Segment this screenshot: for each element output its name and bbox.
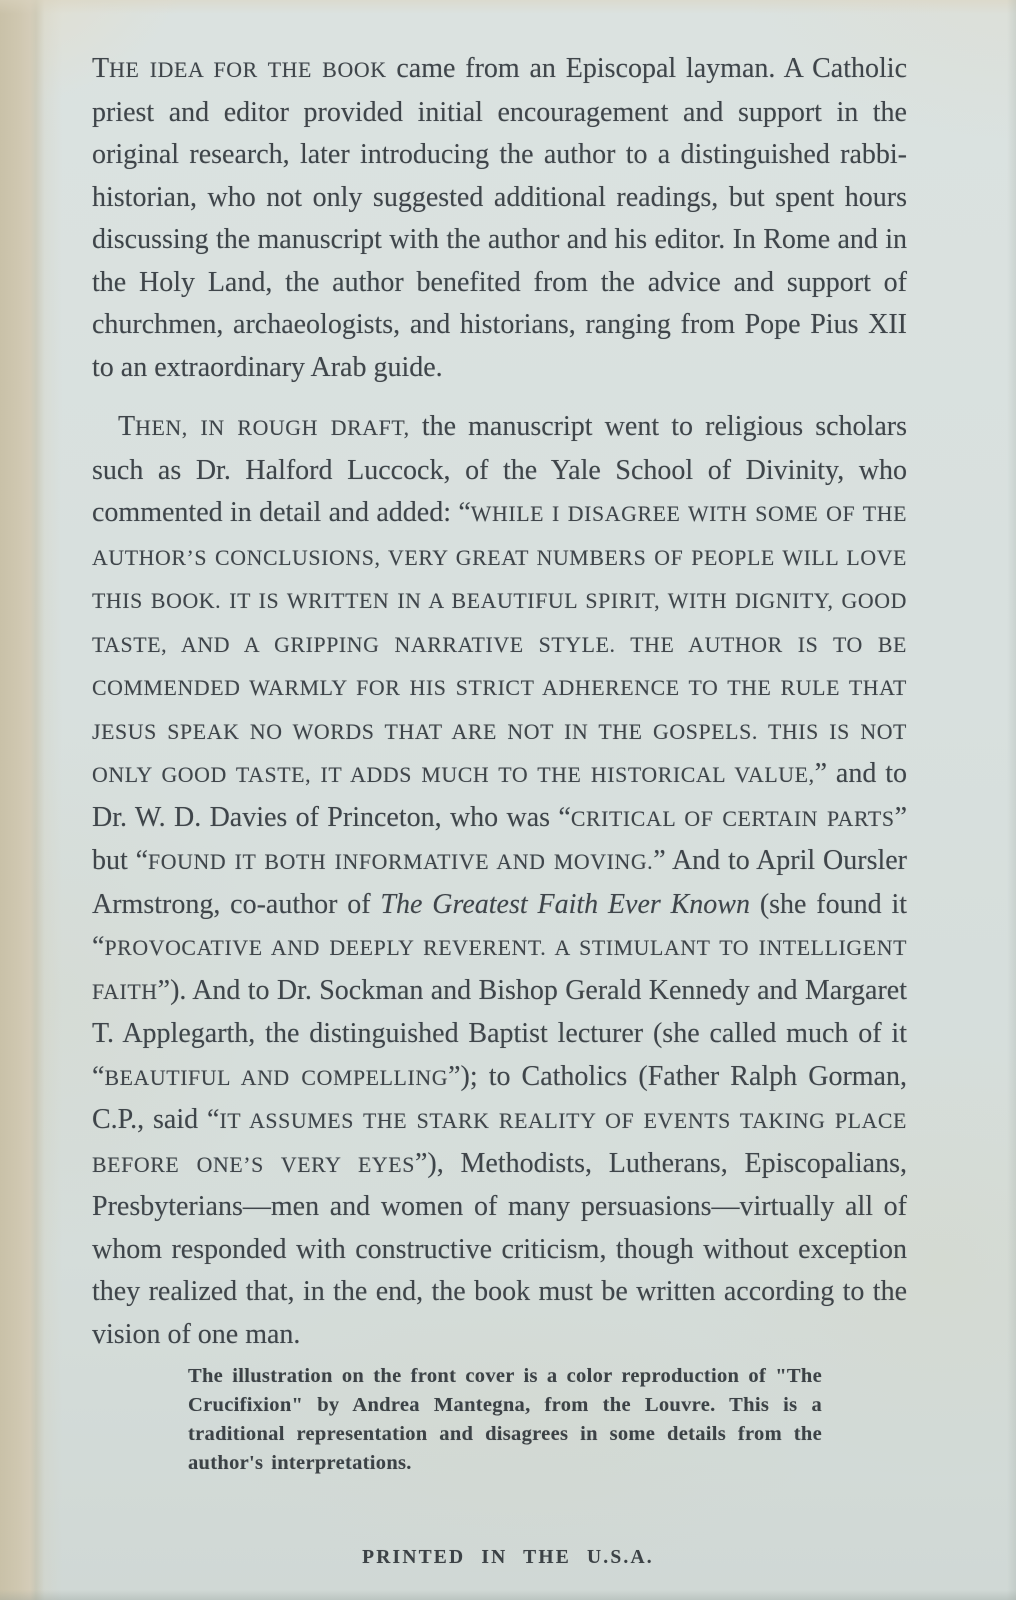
text-segment-normal: ”); to Catholics (Father Ralph Gorman, C.P., said “	[92, 1060, 907, 1135]
text-segment-italic: The Greatest Faith Ever Known	[380, 888, 750, 920]
text-segment-smallcaps: HEN, IN ROUGH DRAFT,	[135, 416, 410, 440]
text-segment-normal: T	[92, 53, 110, 84]
paragraph-1	[92, 48, 907, 389]
text-segment-normal: ” And to April Oursler Armstrong, co-author of	[92, 845, 907, 920]
text-segment-normal: came from an Episcopal layman. A Catholic priest and editor provided initial encouragement and support in the original research, later introducing the author to a distinguished rabbi-historian, who not only suggested additional readings, but spent hours discussing the manuscript with the author and his editor. In Rome and in the Holy Land, the author benefited from the advice and support of churchmen, archaeologists, and historians, ranging from Pope Pius XII to an extraordinary Arab guide.	[92, 53, 907, 383]
text-segment-normal: ”), Methodists, Lutherans, Episcopalians, Presbyterians—men and women of many persuasions—virtually all of whom responded with constructive criticism, though without exception they realized that, in the end, the book must be written according to the vision of one man.	[92, 1147, 908, 1350]
text-segment-normal: the manuscript went to religious scholars such as Dr. Halford Luccock, of the Yale School of Divinity, who commented in detail and added: “	[92, 411, 907, 528]
text-segment-smallcaps: WHILE I DISAGREE WITH SOME OF THE AUTHOR’S CONCLUSIONS, VERY GREAT NUMBERS OF PEOPLE WILL LOVE THIS BOOK. IT IS WRITTEN IN A BEAUTIFUL SPIRIT, WITH DIGNITY, GOOD TASTE, AND A GRIPPING NARRATIVE STYLE. THE AUTHOR IS TO BE COMMENDED WARMLY FOR HIS STRICT ADHERENCE TO THE RULE THAT JESUS SPEAK NO WORDS THAT ARE NOT IN THE GOSPELS. THIS IS NOT ONLY GOOD TASTE, IT ADDS MUCH TO THE HISTORICAL VALUE,	[92, 502, 907, 787]
cover-illustration-note: The illustration on the front cover is a color reproduction of "The Crucifixion" by Andrea Mantegna, from the Louvre. This is a traditional representation and disagrees in some details from the author's interpretations.	[188, 1365, 822, 1474]
jacket-top-edge	[0, 0, 1016, 14]
paragraph-2	[92, 406, 907, 1356]
printed-in-usa: PRINTED IN THE U.S.A.	[362, 1547, 654, 1568]
jacket-copy	[92, 48, 907, 1356]
text-segment-smallcaps: PROVOCATIVE AND DEEPLY REVERENT. A STIMULANT TO INTELLIGENT FAITH	[92, 936, 907, 1004]
text-segment-smallcaps: FOUND IT BOTH INFORMATIVE AND MOVING.	[148, 850, 654, 874]
jacket-left-edge	[0, 0, 62, 1600]
text-segment-smallcaps: IT ASSUMES THE STARK REALITY OF EVENTS TAKING PLACE BEFORE ONE’S VERY EYES	[92, 1109, 907, 1177]
jacket-right-edge	[1007, 0, 1016, 1600]
text-segment-normal: (she found it “	[92, 888, 908, 962]
text-segment-normal: ”). And to Dr. Sockman and Bishop Gerald Kennedy and Margaret T. Applegarth, the distinguished Baptist lecturer (she called much of it “	[92, 974, 907, 1092]
text-segment-smallcaps: CRITICAL OF CERTAIN PARTS	[570, 806, 895, 831]
text-segment-normal: T	[118, 411, 136, 442]
text-segment-normal: ” but “	[92, 801, 907, 876]
text-segment-normal: ” and to Dr. W. D. Davies of Princeton, who was “	[92, 758, 907, 833]
text-segment-smallcaps: BEAUTIFUL AND COMPELLING	[104, 1065, 449, 1090]
text-segment-smallcaps: HE IDEA FOR THE BOOK	[109, 58, 387, 82]
jacket-bottom-edge	[0, 1590, 1016, 1600]
